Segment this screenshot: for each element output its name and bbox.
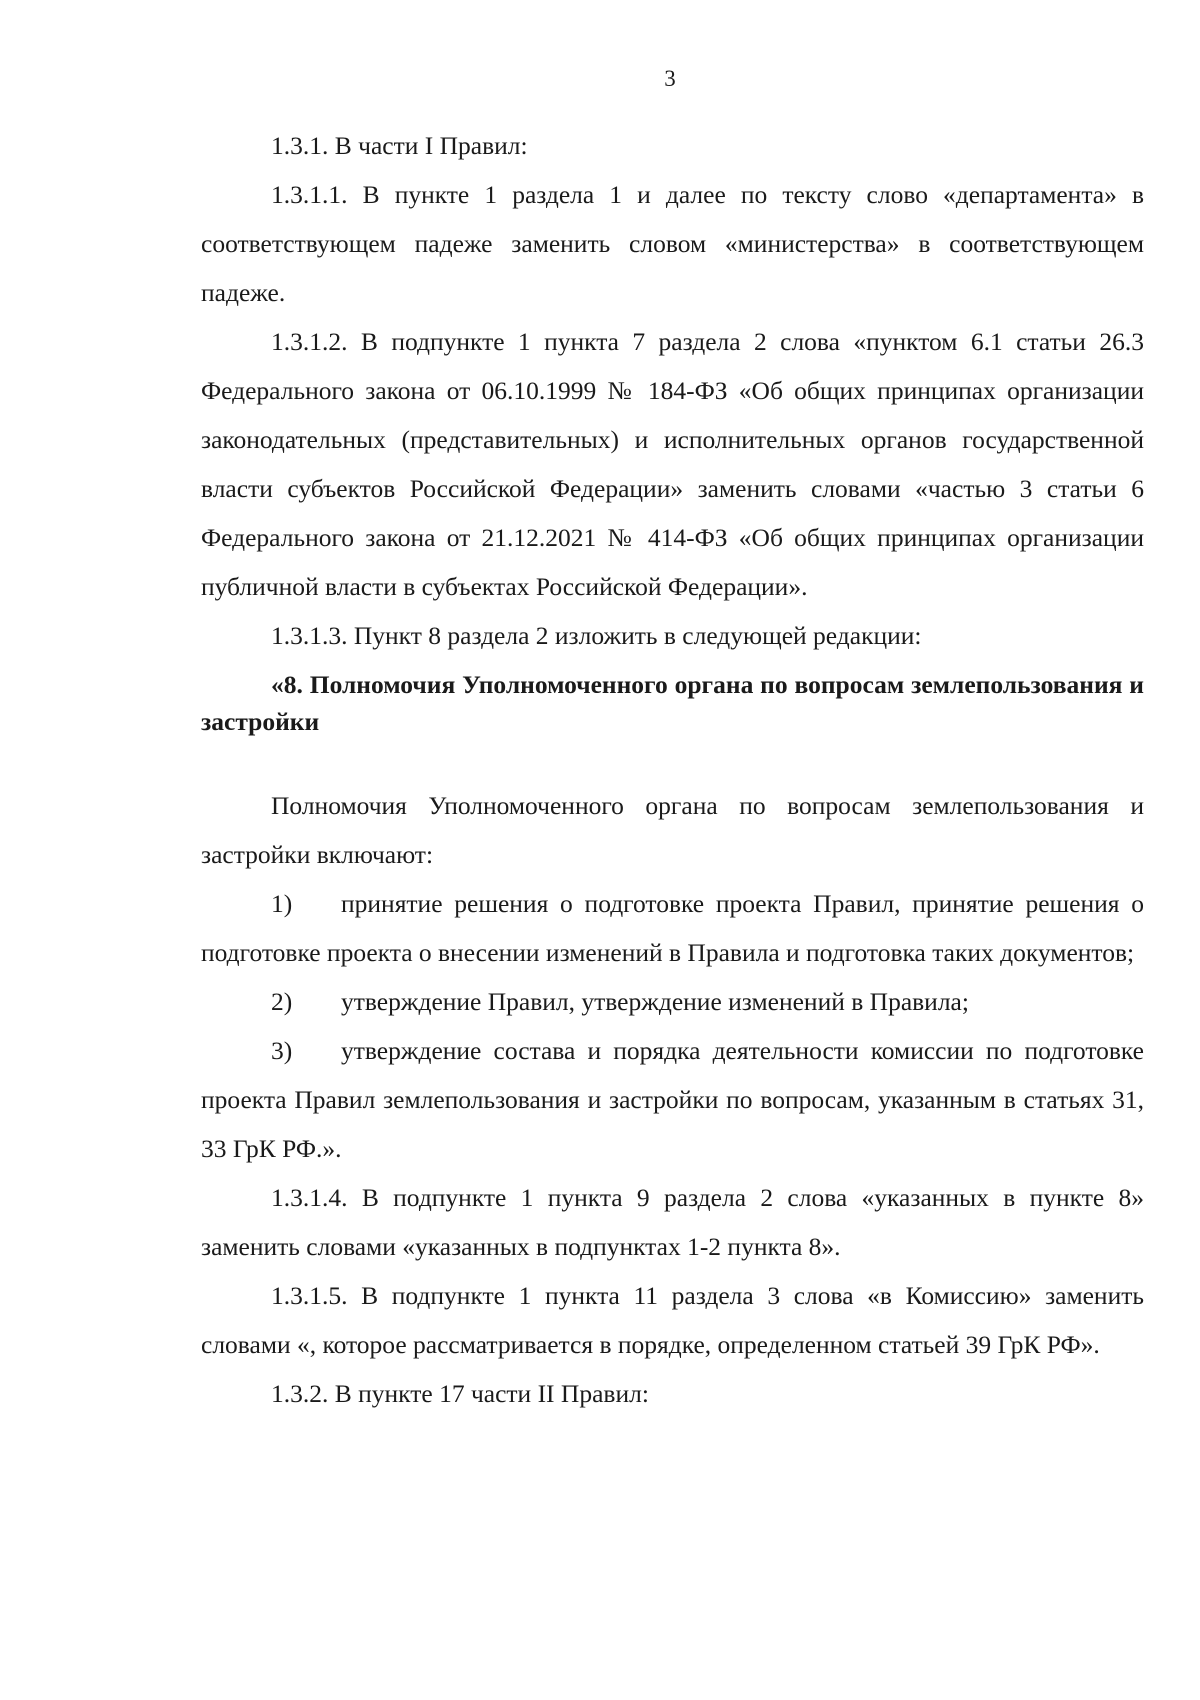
list-item-1 (201, 879, 1144, 977)
paragraph-1-3-1: 1.3.1. В части I Правил: (271, 131, 528, 160)
list-item-number: 2) (271, 987, 293, 1016)
list-item-number: 3) (271, 1036, 293, 1065)
list-item-text: принятие решения о подготовке проекта Правил, принятие решения о подготовке проекта о внесении изменений в Правила и подготовка таких документов; (201, 889, 1144, 967)
list-item-text: утверждение Правил, утверждение изменений в Правила; (341, 987, 969, 1016)
list-item-text: утверждение состава и порядка деятельности комиссии по подготовке проекта Правил землепользования и застройки по вопросам, указанным в статьях 31, 33 ГрК РФ.». (201, 1036, 1144, 1163)
paragraph-1-3-1-2: 1.3.1.2. В подпункте 1 пункта 7 раздела 2 слова «пунктом 6.1 статьи 26.3 Федерального закона от 06.10.1999 № 184-ФЗ «Об общих принципах организации законодательных (представительных) и исполнительных органов государственной власти субъектов Российской Федерации» заменить словами «частью 3 статьи 6 Федерального закона от 21.12.2021 № 414-ФЗ «Об общих принципах организации публичной власти в субъектах Российской Федерации». (201, 327, 1144, 601)
document-body (201, 121, 1144, 1418)
list-item-2 (201, 977, 1144, 1026)
paragraph-1-3-1-1: 1.3.1.1. В пункте 1 раздела 1 и далее по тексту слово «департамента» в соответствующем падеже заменить словом «министерства» в соответствующем падеже. (201, 180, 1144, 307)
paragraph-1-3-2: 1.3.2. В пункте 17 части II Правил: (271, 1379, 649, 1408)
paragraph-1-3-1-3: 1.3.1.3. Пункт 8 раздела 2 изложить в следующей редакции: (271, 621, 922, 650)
paragraph-1-3-1-5: 1.3.1.5. В подпункте 1 пункта 11 раздела 3 слова «в Комиссию» заменить словами «, которое рассматривается в порядке, определенном статьей 39 ГрК РФ». (201, 1281, 1144, 1359)
section-8-heading: «8. Полномочия Уполномоченного органа по вопросам землепользования и застройки (201, 670, 1144, 736)
list-item-3 (201, 1026, 1144, 1173)
powers-intro-paragraph: Полномочия Уполномоченного органа по вопросам землепользования и застройки включают: (201, 791, 1144, 869)
paragraph-1-3-1-4: 1.3.1.4. В подпункте 1 пункта 9 раздела 2 слова «указанных в пункте 8» заменить словами «указанных в подпунктах 1-2 пункта 8». (201, 1183, 1144, 1261)
list-item-number: 1) (271, 889, 293, 918)
page-number: 3 (664, 66, 676, 91)
